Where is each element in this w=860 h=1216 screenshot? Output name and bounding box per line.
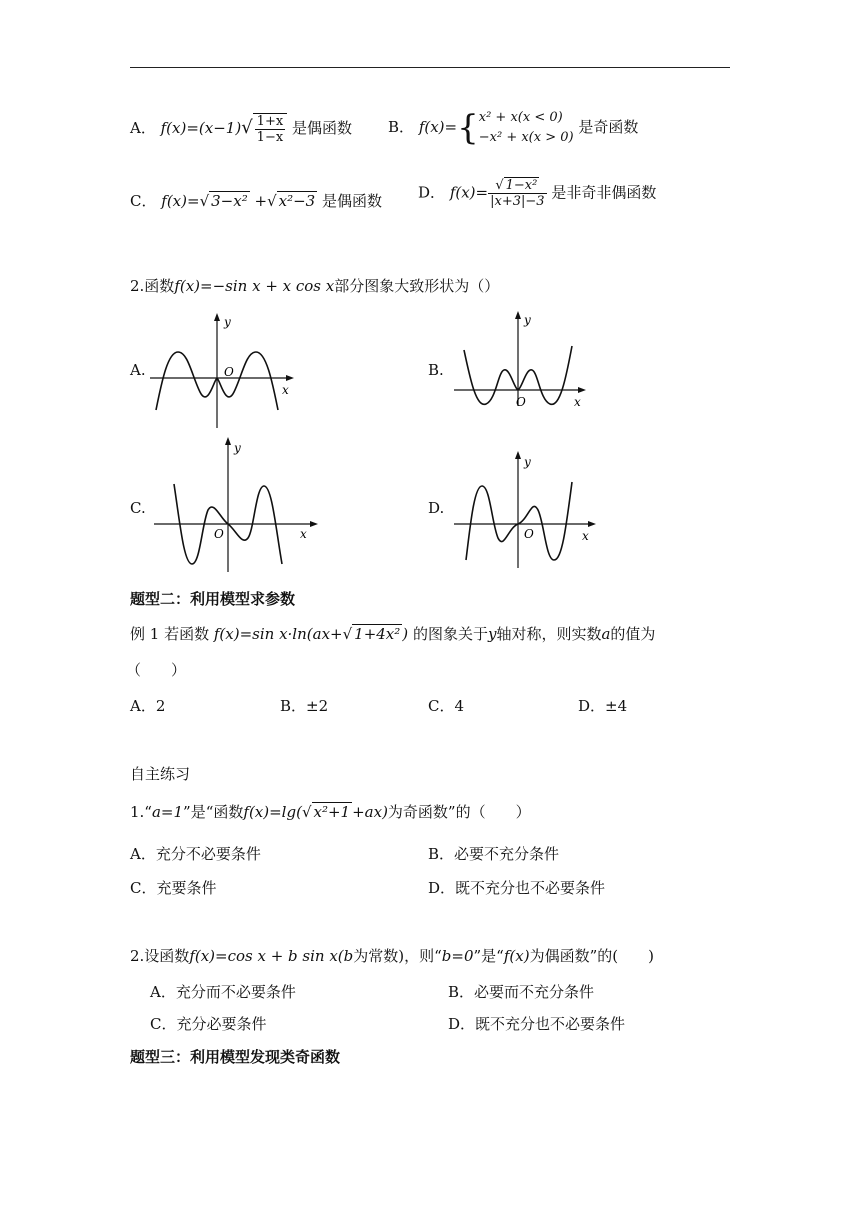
practice-q2-choice-c: C．充分必要条件 — [150, 1015, 267, 1033]
formula: f(x)= — [449, 183, 489, 202]
question-2-stem: 2.函数f(x)=−sin x + x cos x部分图象大致形状为（） — [130, 277, 500, 295]
example-1-stem: 例 1 若函数 f(x)=sin x·ln(ax+√ 1+4x² ) 的图象关于y轴对称，则实数a的值为 — [130, 625, 656, 643]
graph-option-d-label: D. — [428, 499, 445, 517]
origin-label: O — [224, 365, 234, 379]
option-b-top: B． f(x)={ x² + x(x < 0) −x² + x(x > 0) 是奇函数 — [388, 108, 639, 148]
y-label: y — [524, 455, 531, 469]
example-1-choice-d: D．±4 — [578, 697, 628, 715]
practice-heading: 自主练习 — [130, 765, 191, 783]
graph-d — [452, 448, 602, 572]
option-c-top: C． f(x)=√ 3−x² +√ x²−3 是偶函数 — [130, 192, 383, 210]
graph-a — [148, 310, 298, 430]
x-arrow — [310, 521, 318, 527]
radicand: x²−3 — [278, 192, 316, 210]
formula: f(x)= — [161, 192, 200, 210]
formula: f(x)=−sin x + x cos x — [174, 277, 335, 295]
practice-q1-choice-a: A．充分不必要条件 — [130, 845, 261, 863]
graph-option-c-label: C. — [130, 499, 146, 517]
practice-q2-stem: 2.设函数f(x)=cos x + b sin x(b为常数)，则“b=0”是“f(x)为偶函数”的( ) — [130, 947, 654, 965]
formula: f(x)=sin x·ln(ax+ — [213, 625, 343, 643]
x-label: x — [300, 527, 307, 541]
option-tail: 是偶函数 — [322, 192, 383, 210]
x-arrow — [286, 375, 294, 381]
graph-b — [452, 308, 592, 408]
header-rule — [130, 67, 730, 68]
curve — [466, 482, 572, 560]
example-1-choice-a: A．2 — [130, 697, 166, 715]
section-2-heading: 题型二：利用模型求参数 — [130, 590, 296, 608]
option-tail: 是奇函数 — [578, 118, 639, 136]
example-1-choice-b: B．±2 — [280, 697, 329, 715]
x-label: x — [282, 383, 289, 397]
y-label: y — [224, 315, 231, 329]
fraction: $\frac{\text{√ 1−x²}}{|x+3|-3}$ — [490, 178, 545, 209]
fraction: $\frac{1+x}{1-x}$ — [253, 113, 288, 145]
option-letter: A． — [130, 119, 156, 137]
option-tail: 是非奇非偶函数 — [551, 183, 657, 202]
option-letter: B． — [388, 118, 415, 136]
practice-q2-choice-b: B．必要而不充分条件 — [448, 983, 595, 1001]
section-3-heading: 题型三：利用模型发现类奇函数 — [130, 1048, 341, 1066]
practice-q1-choice-b: B．必要不充分条件 — [428, 845, 560, 863]
option-d-top — [418, 178, 656, 209]
radicand: 3−x² — [211, 192, 248, 210]
option-letter: D． — [418, 183, 446, 202]
graph-option-a-label: A. — [130, 361, 146, 379]
practice-q1-choice-c: C．充要条件 — [130, 879, 217, 897]
graph-c — [152, 434, 322, 574]
y-arrow — [515, 451, 521, 459]
y-arrow — [225, 437, 231, 445]
practice-q1-choice-d: D．既不充分也不必要条件 — [428, 879, 606, 897]
y-label: y — [524, 313, 531, 327]
origin-label: O — [214, 527, 224, 541]
y-arrow — [214, 313, 220, 321]
formula: f(x)=cos x + b sin x(b — [189, 947, 354, 965]
y-arrow — [515, 311, 521, 319]
piecewise: x² + x(x < 0) −x² + x(x > 0) — [478, 110, 574, 145]
origin-label: O — [524, 527, 534, 541]
practice-q2-choice-d: D．既不充分也不必要条件 — [448, 1015, 626, 1033]
example-1-choice-c: C．4 — [428, 697, 465, 715]
plus-sign: + — [254, 192, 268, 210]
example-1-paren: （ ） — [126, 661, 187, 679]
x-arrow — [588, 521, 596, 527]
option-letter: C． — [130, 192, 157, 210]
graph-option-b-label: B. — [428, 361, 444, 379]
x-label: x — [574, 395, 581, 408]
formula: f(x)= — [418, 118, 458, 136]
option-a-top: A． f(x)=(x−1)√ $\frac{1+x}{1-x}$ 是偶函数 — [130, 114, 352, 145]
origin-label: O — [516, 395, 526, 408]
formula: f(x)=lg( — [243, 803, 302, 821]
practice-q1-stem: 1.“a=1”是“函数f(x)=lg(√ x²+1 +ax)为奇函数”的（ ） — [130, 803, 531, 821]
x-arrow — [578, 387, 586, 393]
x-label: x — [582, 529, 589, 543]
y-label: y — [234, 441, 241, 455]
option-tail: 是偶函数 — [291, 119, 352, 137]
practice-q2-choice-a: A．充分而不必要条件 — [150, 983, 296, 1001]
formula: f(x)=(x−1) — [160, 119, 242, 137]
